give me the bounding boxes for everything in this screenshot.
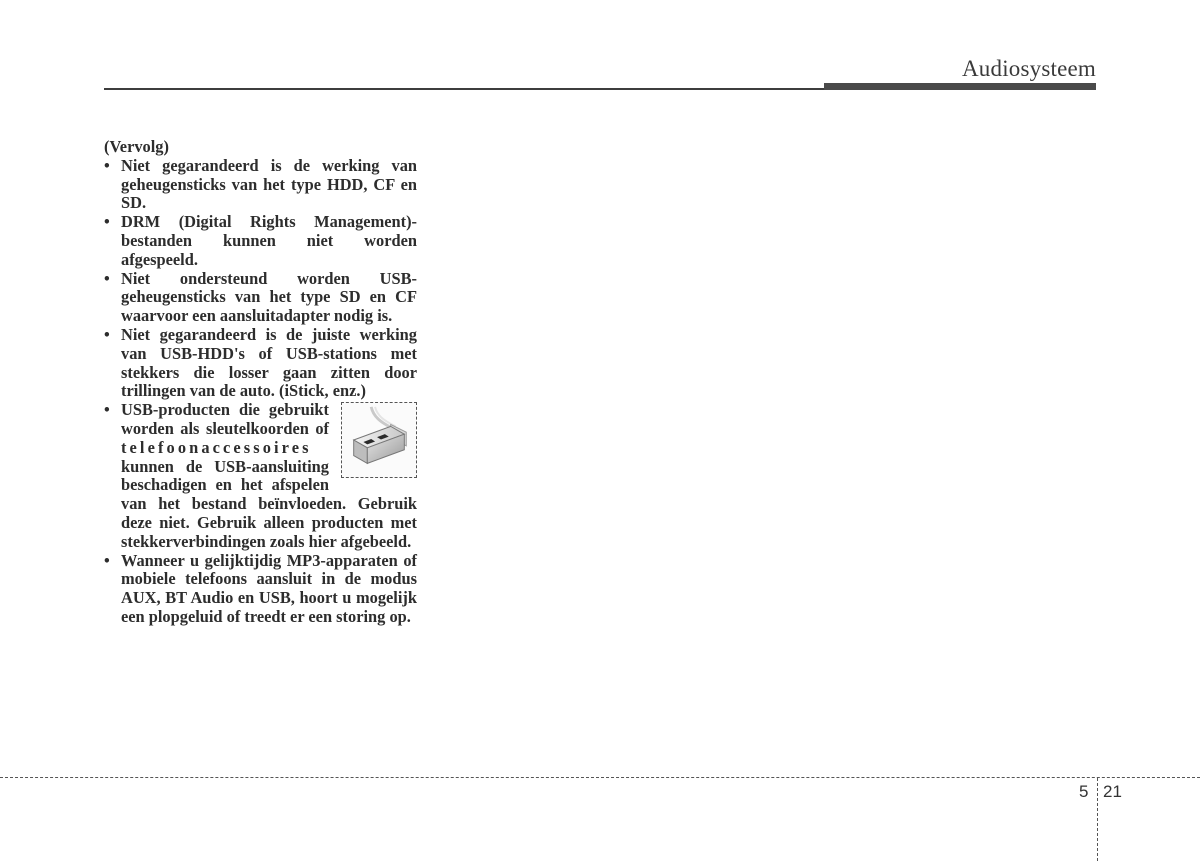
chapter-number: 5 bbox=[1079, 782, 1089, 801]
header-rule-accent bbox=[824, 83, 1096, 90]
bullet-item-usb-products bbox=[104, 401, 417, 551]
bullet-item: • Niet gegarandeerd is de werking van geheugensticks van het type HDD, CF en SD. bbox=[104, 157, 417, 213]
usb-bullet-text-3: kunnen de USB-aansluiting beschadigen en het afspelen van het bestand beïnvloeden. Gebruik deze niet. Gebruik alleen producten met stekkerverbindingen zoals hier afgebeeld. bbox=[121, 456, 417, 551]
section-title: Audiosysteem bbox=[962, 56, 1096, 81]
usb-connector-icon bbox=[342, 403, 416, 477]
bullet-item: • Niet ondersteund worden USB-geheugensticks van het type SD en CF waarvoor een aansluitadapter nodig is. bbox=[104, 270, 417, 326]
usb-bullet-text-1: USB-producten die gebruikt worden als sleutelkoorden of bbox=[121, 400, 329, 438]
bullet-item: • DRM (Digital Rights Management)-bestanden kunnen niet worden afgespeeld. bbox=[104, 213, 417, 269]
bullet-list bbox=[104, 157, 417, 627]
usb-bullet-text-2: telefoonaccessoires bbox=[121, 437, 312, 457]
text-column bbox=[104, 138, 417, 627]
page-number: 21 bbox=[1103, 782, 1122, 801]
footer-divider bbox=[1097, 778, 1098, 861]
continued-label: (Vervolg) bbox=[104, 137, 169, 156]
footer-rule bbox=[0, 777, 1200, 778]
header-rule bbox=[104, 88, 824, 90]
bullet-item: • Niet gegarandeerd is de juiste werking van USB-HDD's of USB-stations met stekkers die losser gaan zitten door trillingen van de auto. (iStick, enz.) bbox=[104, 326, 417, 401]
bullet-item: • Wanneer u gelijktijdig MP3-apparaten of mobiele telefoons aansluit in de modus AUX, BT Audio en USB, hoort u mogelijk een plopgeluid of treedt er een storing op. bbox=[104, 552, 417, 627]
usb-figure bbox=[341, 402, 417, 478]
